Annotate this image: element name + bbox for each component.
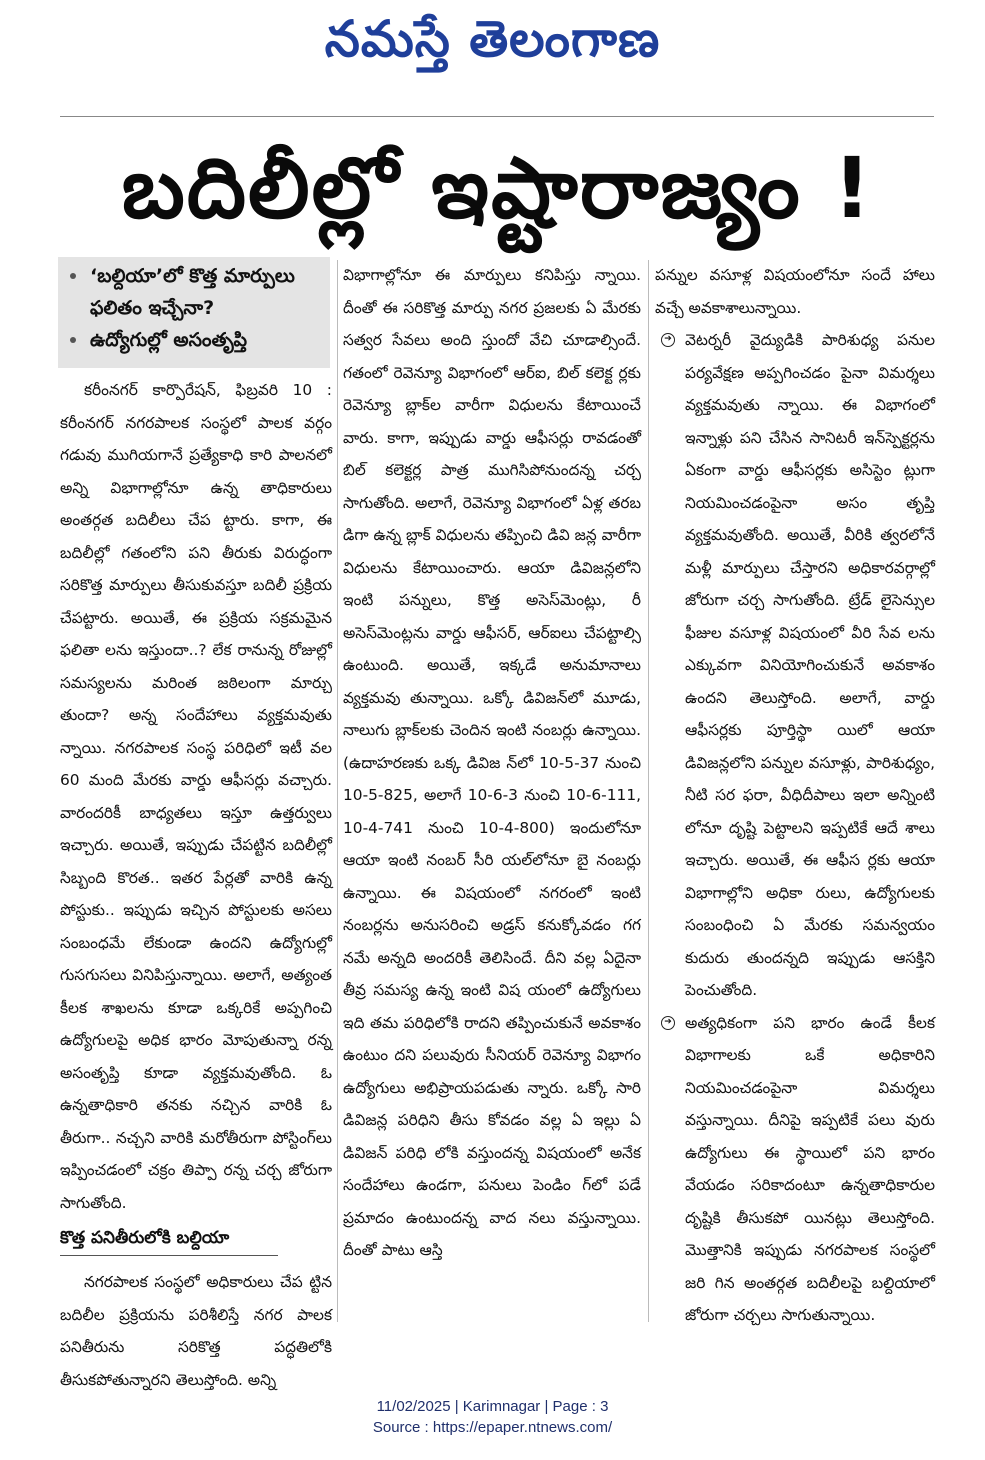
- page-footer: [0, 1396, 985, 1438]
- article-column-3: [655, 259, 935, 1332]
- column-divider: [648, 260, 649, 1322]
- footer-source: Source : https://epaper.ntnews.com/: [372, 1419, 613, 1436]
- bullet-paragraph: [655, 1007, 935, 1332]
- article-column-1: [60, 374, 332, 1396]
- article-headline: బదిలీల్లో ఇష్టారాజ్యం !: [121, 139, 874, 237]
- arrow-bullet-icon: ➔: [661, 333, 675, 347]
- header-divider: [60, 116, 934, 117]
- article-column-2: [343, 259, 641, 1267]
- highlight-item: ‘బల్దియా’లో కొత్త మార్పులు ఫలితం ఇచ్చేనా?: [64, 260, 324, 324]
- highlight-item: ఉద్యోగుల్లో అసంతృప్తి: [64, 324, 324, 356]
- article-paragraph: వెటర్నరీ వైద్యుడికి పారిశుధ్య పనుల పర్యవేక్షణ అప్పగించడం పైనా విమర్శలు వ్యక్తమవుతు న్నాయి. ఈ విభాగంలో ఇన్నాళ్లు పని చేసిన సానిటరీ ఇన్‌స్పెక్టర్లను ఏకంగా వార్డు ఆఫీసర్లకు అసిస్టెం ట్లుగా నియమించడంపైనా అసం తృప్తి వ్యక్తమవుతోంది. అయితే, వీరికి త్వరలోనే మళ్లీ మార్పులు చేస్తారని అధికారవర్గాల్లో జోరుగా చర్చ సాగుతోంది. ట్రేడ్ లైసెన్సుల ఫీజుల వసూళ్ల విషయంలో వీరి సేవ లను ఎక్కువగా వినియోగించుకునే అవకాశం ఉందని తెలుస్తోంది. అలాగే, వార్డు ఆఫీసర్లకు పూర్తిస్థా యిలో ఆయా డివిజన్లలోని పన్నుల వసూళ్లు, పారిశుధ్యం, నీటి సర ఫరా, వీధిదీపాలు ఇలా అన్నింటి లోనూ దృష్టి పెట్టాలని ఇప్పటికే ఆదే శాలు ఇచ్చారు. అయితే, ఈ ఆఫీస ర్లకు ఆయా విభాగాల్లోని అధికా రులు, ఉద్యోగులకు సంబంధించి ఏ మేరకు సమన్వయం కుదురు తుందన్నది ఇప్పుడు ఆసక్తిని పెంచుతోంది.: [685, 331, 935, 999]
- article-paragraph: అత్యధికంగా పని భారం ఉండే కీలక విభాగాలకు ఒకే అధికారిని నియమించడంపైనా విమర్శలు వస్తున్నాయి. దీనిపై ఇప్పటికే పలు వురు ఉద్యోగులు ఈ స్థాయిలో పని భారం వేయడం సరికాదంటూ ఉన్నతాధికారుల దృష్టికి తీసుకపో యినట్లు తెలుస్తోంది. మొత్తానికి ఇప్పుడు నగరపాలక సంస్థలో జరి గిన అంతర్గత బదిలీలపై బల్దియాలో జోరుగా చర్చలు సాగుతున్నాయి.: [685, 1013, 935, 1324]
- article-paragraph: పన్నుల వసూళ్ల విషయంలోనూ సందే హాలు వచ్చే అవకాశాలున్నాయి.: [655, 266, 935, 317]
- bullet-paragraph: [655, 324, 935, 1007]
- article-subheading: కొత్త పనితీరులోకి బల్దియా: [60, 1225, 278, 1256]
- arrow-bullet-icon: ➔: [661, 1016, 675, 1030]
- article-paragraph: విభాగాల్లోనూ ఈ మార్పులు కనిపిస్తు న్నాయి. దీంతో ఈ సరికొత్త మార్పు నగర ప్రజలకు ఏ మేరకు సత్వర సేవలు అంది స్తుందో వేచి చూడాల్సిందే. గతంలో రెవెన్యూ విభాగంలో ఆర్ఐ, బిల్ కలెక్ట ర్లకు రెవెన్యూ బ్లాక్‌ల వారీగా విధులను కేటాయించే వారు. కాగా, ఇప్పుడు వార్డు ఆఫీసర్లు రావడంతో బిల్ కలెక్టర్ల పాత్ర ముగిసిపోనుందన్న చర్చ సాగుతోంది. అలాగే, రెవెన్యూ విభాగంలో ఏళ్ల తరబ డిగా ఉన్న బ్లాక్ విధులను తప్పించి డివి జన్ల వారీగా విధులను కేటాయించారు. ఆయా డివిజన్లలోని ఇంటి పన్నులు, కొత్త అసెస్‌మెంట్లు, రీ అసెస్‌మెంట్లను వార్డు ఆఫీసర్, ఆర్ఐలు చేపట్టాల్సి ఉంటుంది. అయితే, ఇక్కడే అనుమానాలు వ్యక్తమవు తున్నాయి. ఒక్కో డివిజన్‌లో మూడు, నాలుగు బ్లాక్‌లకు చెందిన ఇంటి నంబర్లు ఉన్నాయి. (ఉదాహరణకు ఒక్క డివిజ న్‌లో 10-5-37 నుంచి 10-5-825, అలాగే 10-6-3 నుంచి 10-6-111, 10-4-741 నుంచి 10-4-800) ఇందులోనూ ఆయా ఇంటి నంబర్ సీరి యల్‌లోనూ బై నంబర్లు ఉన్నాయి. ఈ విషయంలో నగరంలో ఇంటి నంబర్లను అనుసరించి అడ్రస్ కనుక్కోవడం గగ నమే అన్నది అందరికీ తెలిసిందే. దీని వల్ల ఏదైనా తీవ్ర సమస్య ఉన్న ఇంటి విష యంలో ఉద్యోగులు ఇది తమ పరిధిలోకి రాదని తప్పించుకునే అవకాశం ఉంటుం దని పలువురు సీనియర్ రెవెన్యూ విభాగం ఉద్యోగులు అభిప్రాయపడుతు న్నారు. ఒక్కో సారి డివిజన్ల పరిధిని తీసు కోవడం వల్ల ఏ ఇల్లు ఏ డివిజన్ పరిధి లోకి వస్తుందన్న విషయంలో అనేక సందేహాలు ఉండగా, పనులు పెండిం గ్‌లో పడే ప్రమాదం ఉంటుందన్న వాద నలు వస్తున్నాయి. దీంతో పాటు ఆస్తి: [343, 266, 641, 1259]
- newspaper-masthead: నమస్తే తెలంగాణ: [324, 10, 661, 68]
- footer-date-edition: 11/02/2025 | Karimnagar | Page : 3: [376, 1398, 609, 1415]
- highlights-box: [58, 257, 330, 368]
- column-divider: [337, 260, 338, 1322]
- article-paragraph: కరీంనగర్ కార్పొరేషన్, ఫిబ్రవరి 10 : కరీంనగర్ నగరపాలక సంస్థలో పాలక వర్గం గడువు ముగియగానే ప్రత్యేకాధి కారి పాలనలో అన్ని విభాగాల్లోనూ ఉన్న తాధికారులు అంతర్గత బదిలీలు చేప ట్టారు. కాగా, ఈ బదిలీల్లో గతంలోని పని తీరుకు విరుద్ధంగా సరికొత్త మార్పులు తీసుకువస్తూ బదిలీ ప్రక్రియ చేపట్టారు. అయితే, ఈ ప్రక్రియ సక్రమమైన ఫలితా లను ఇస్తుందా..? లేక రానున్న రోజుల్లో సమస్యలను మరింత జఠిలంగా మార్చు తుందా? అన్న సందేహాలు వ్యక్తమవుతు న్నాయి. నగరపాలక సంస్థ పరిధిలో ఇటీ వల 60 మంది మేరకు వార్డు ఆఫీసర్లు వచ్చారు. వారందరికీ బాధ్యతలు ఇస్తూ ఉత్తర్వులు ఇచ్చారు. అయితే, ఇప్పుడు చేపట్టిన బదిలీల్లో సిబ్బంది కొరత.. ఇతర పేర్లతో వారికి ఉన్న పోస్టుకు.. ఇప్పుడు ఇచ్చిన పోస్టులకు అసలు సంబంధమే లేకుండా ఉందని ఉద్యోగుల్లో గుసగుసలు వినిపిస్తున్నాయి. అలాగే, అత్యంత కీలక శాఖలను కూడా ఒక్కరికే అప్పగించి ఉద్యోగులపై అధిక భారం మోపుతున్నా రన్న అసంతృప్తి కూడా వ్యక్తమవుతోంది. ఓ ఉన్నతాధికారి తనకు నచ్చిన వారికి ఓ తీరుగా.. నచ్చని వారికి మరోతీరుగా పోస్టింగ్‌లు ఇప్పించడంలో చక్రం తిప్పా రన్న చర్చ జోరుగా సాగుతోంది.: [60, 381, 332, 1212]
- article-paragraph: నగరపాలక సంస్థలో అధికారులు చేప ట్టిన బదిలీల ప్రక్రియను పరిశీలిస్తే నగర పాలక పనితీరును సరికొత్త పద్ధతిలోకి తీసుకపోతున్నారని తెలుస్తోంది. అన్ని: [60, 1273, 332, 1389]
